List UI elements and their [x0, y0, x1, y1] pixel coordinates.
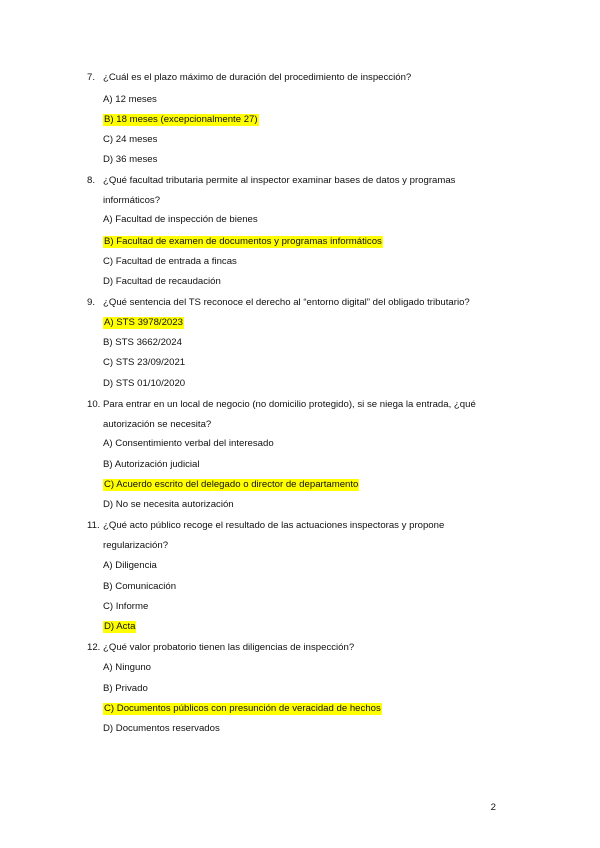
- answer-option: A) Consentimiento verbal del interesado: [103, 438, 274, 449]
- answer-option: B) STS 3662/2024: [103, 337, 182, 348]
- question-number: 10.: [87, 399, 101, 410]
- question-number: 7.: [87, 72, 96, 83]
- question-text: ¿Qué facultad tributaria permite al inspector examinar bases de datos y programas: [103, 175, 456, 186]
- answer-option: C) Facultad de entrada a fincas: [103, 256, 237, 267]
- question-text: autorización se necesita?: [103, 419, 212, 430]
- question-text: informáticos?: [103, 195, 161, 206]
- answer-option: B) Privado: [103, 683, 148, 694]
- answer-option: D) Facultad de recaudación: [103, 276, 221, 287]
- question-text: Para entrar en un local de negocio (no domicilio protegido), si se niega la entrada, ¿qué: [103, 399, 476, 410]
- answer-option: C) STS 23/09/2021: [103, 357, 186, 368]
- answer-option: D) STS 01/10/2020: [103, 378, 186, 389]
- answer-option-highlighted: C) Documentos públicos con presunción de veracidad de hechos: [104, 703, 381, 714]
- answer-option: A) 12 meses: [103, 94, 157, 105]
- answer-option: B) Autorización judicial: [103, 459, 200, 470]
- answer-option: A) Diligencia: [103, 560, 157, 571]
- answer-option: D) 36 meses: [103, 154, 158, 165]
- answer-option-highlighted: B) 18 meses (excepcionalmente 27): [104, 114, 258, 125]
- answer-option: C) Informe: [103, 601, 149, 612]
- question-number: 12.: [87, 642, 101, 653]
- question-text: ¿Cuál es el plazo máximo de duración del procedimiento de inspección?: [103, 72, 412, 83]
- answer-option-highlighted: D) Acta: [104, 621, 136, 632]
- answer-option: D) Documentos reservados: [103, 723, 220, 734]
- question-text: ¿Qué sentencia del TS reconoce el derecho al “entorno digital” del obligado tributario?: [103, 297, 470, 308]
- question-number: 11.: [87, 520, 100, 531]
- answer-option: A) Ninguno: [103, 662, 151, 673]
- answer-option-highlighted: A) STS 3978/2023: [104, 317, 183, 328]
- answer-option: D) No se necesita autorización: [103, 499, 234, 510]
- answer-option: A) Facultad de inspección de bienes: [103, 214, 258, 225]
- answer-option: C) 24 meses: [103, 134, 158, 145]
- answer-option-highlighted: C) Acuerdo escrito del delegado o director de departamento: [104, 479, 359, 490]
- question-text: regularización?: [103, 540, 169, 551]
- question-number: 9.: [87, 297, 96, 308]
- question-number: 8.: [87, 175, 96, 186]
- answer-option: B) Comunicación: [103, 581, 177, 592]
- page-number: 2: [490, 802, 496, 813]
- question-text: ¿Qué acto público recoge el resultado de las actuaciones inspectoras y propone: [103, 520, 445, 531]
- question-text: ¿Qué valor probatorio tienen las diligencias de inspección?: [103, 642, 355, 653]
- answer-option-highlighted: B) Facultad de examen de documentos y programas informáticos: [104, 236, 382, 247]
